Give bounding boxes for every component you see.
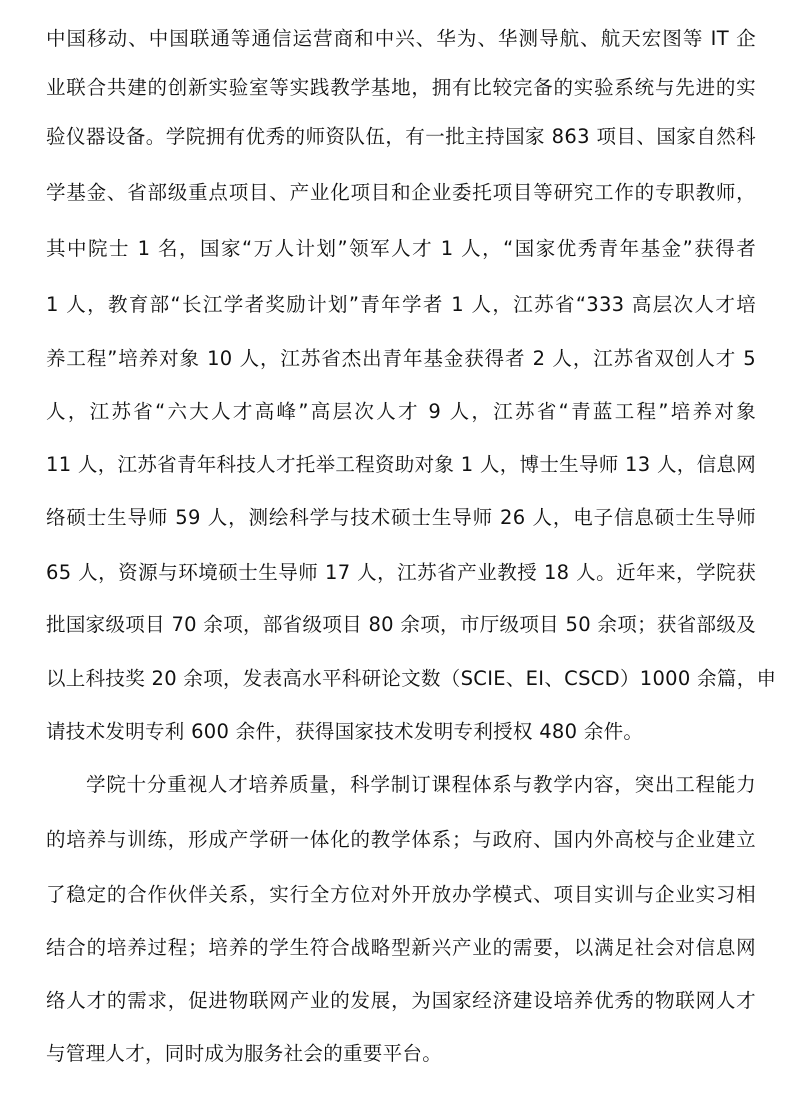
text-line: 结合的培养过程；培养的学生符合战略型新兴产业的需要，以满足社会对信息网 bbox=[46, 936, 756, 959]
text-line: 养工程”培养对象 10 人，江苏省杰出青年基金获得者 2 人，江苏省双创人才 5 bbox=[46, 347, 756, 370]
text-line: 络硕士生导师 59 人，测绘科学与技术硕士生导师 26 人，电子信息硕士生导师 bbox=[46, 506, 756, 529]
text-line: 业联合共建的创新实验室等实践教学基地，拥有比较完备的实验系统与先进的实 bbox=[46, 76, 756, 99]
text-line: 学院十分重视人才培养质量，科学制订课程体系与教学内容，突出工程能力 bbox=[86, 773, 756, 796]
text-line: 中国移动、中国联通等通信运营商和中兴、华为、华测导航、航天宏图等 IT 企 bbox=[46, 27, 756, 50]
text-line: 了稳定的合作伙伴关系，实行全方位对外开放办学模式、项目实训与企业实习相 bbox=[46, 883, 756, 906]
text-line: 人，江苏省“六大人才高峰”高层次人才 9 人，江苏省“青蓝工程”培养对象 bbox=[46, 400, 756, 423]
text-line: 验仪器设备。学院拥有优秀的师资队伍，有一批主持国家 863 项目、国家自然科 bbox=[46, 125, 756, 148]
text-line: 批国家级项目 70 余项，部省级项目 80 余项，市厅级项目 50 余项；获省部级及 bbox=[46, 613, 756, 636]
text-line: 其中院士 1 名，国家“万人计划”领军人才 1 人，“国家优秀青年基金”获得者 bbox=[46, 237, 756, 260]
text-line: 的培养与训练，形成产学研一体化的教学体系；与政府、国内外高校与企业建立 bbox=[46, 828, 756, 851]
text-line: 11 人，江苏省青年科技人才托举工程资助对象 1 人，博士生导师 13 人，信息网 bbox=[46, 453, 756, 476]
text-line: 65 人，资源与环境硕士生导师 17 人，江苏省产业教授 18 人。近年来，学院获 bbox=[46, 561, 756, 584]
text-line: 以上科技奖 20 余项，发表高水平科研论文数（SCIE、EI、CSCD）1000 余篇，申 bbox=[46, 667, 777, 690]
text-line: 请技术发明专利 600 余件，获得国家技术发明专利授权 480 余件。 bbox=[46, 720, 644, 743]
text-line: 学基金、省部级重点项目、产业化项目和企业委托项目等研究工作的专职教师， bbox=[46, 181, 756, 204]
text-line: 与管理人才，同时成为服务社会的重要平台。 bbox=[46, 1042, 443, 1065]
text-line: 1 人，教育部“长江学者奖励计划”青年学者 1 人，江苏省“333 高层次人才培 bbox=[46, 293, 756, 316]
text-line: 络人才的需求，促进物联网产业的发展，为国家经济建设培养优秀的物联网人才 bbox=[46, 989, 756, 1012]
